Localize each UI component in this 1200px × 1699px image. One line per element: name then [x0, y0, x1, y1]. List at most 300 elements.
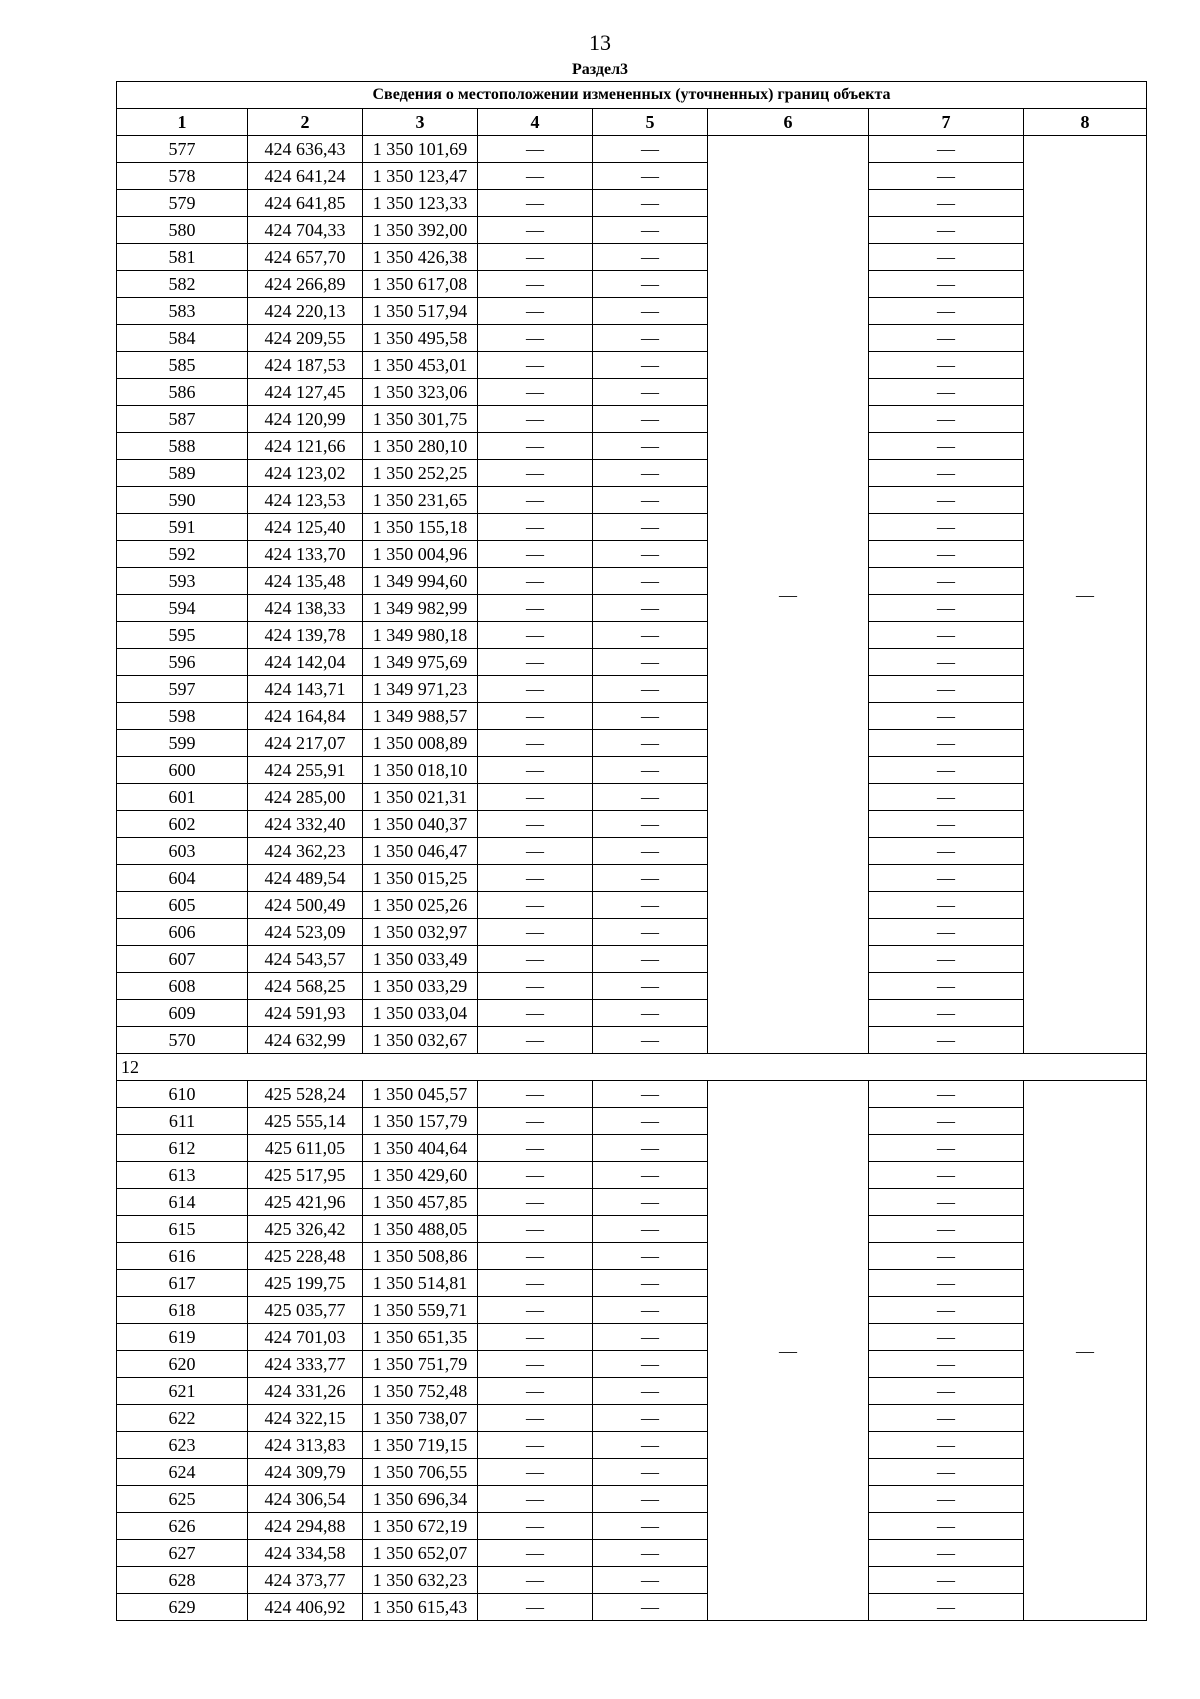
col7-cell: — [869, 1513, 1024, 1540]
y-coordinate-cell: 1 350 488,05 [363, 1216, 478, 1243]
group-label-row [117, 1054, 1147, 1081]
point-number-cell: 629 [117, 1594, 248, 1621]
col4-cell: — [478, 163, 593, 190]
y-coordinate-cell: 1 350 280,10 [363, 433, 478, 460]
col5-cell: — [593, 1135, 708, 1162]
point-number-cell: 626 [117, 1513, 248, 1540]
col5-cell: — [593, 1270, 708, 1297]
col5-cell: — [593, 1351, 708, 1378]
y-coordinate-cell: 1 349 988,57 [363, 703, 478, 730]
col7-cell: — [869, 1027, 1024, 1054]
col7-cell: — [869, 811, 1024, 838]
point-number-cell: 597 [117, 676, 248, 703]
col4-cell: — [478, 298, 593, 325]
col4-cell: — [478, 217, 593, 244]
col4-cell: — [478, 1378, 593, 1405]
table-row [117, 865, 1147, 892]
x-coordinate-cell: 424 500,49 [248, 892, 363, 919]
point-number-cell: 601 [117, 784, 248, 811]
x-coordinate-cell: 425 555,14 [248, 1108, 363, 1135]
table-row [117, 136, 1147, 163]
col5-cell: — [593, 1081, 708, 1108]
table-body [117, 136, 1147, 1621]
y-coordinate-cell: 1 350 015,25 [363, 865, 478, 892]
y-coordinate-cell: 1 350 040,37 [363, 811, 478, 838]
point-number-cell: 596 [117, 649, 248, 676]
x-coordinate-cell: 425 228,48 [248, 1243, 363, 1270]
x-coordinate-cell: 424 641,24 [248, 163, 363, 190]
col5-cell: — [593, 1486, 708, 1513]
col5-cell: — [593, 379, 708, 406]
point-number-cell: 591 [117, 514, 248, 541]
y-coordinate-cell: 1 350 323,06 [363, 379, 478, 406]
x-coordinate-cell: 424 294,88 [248, 1513, 363, 1540]
col4-cell: — [478, 1351, 593, 1378]
point-number-cell: 624 [117, 1459, 248, 1486]
y-coordinate-cell: 1 350 404,64 [363, 1135, 478, 1162]
point-number-cell: 585 [117, 352, 248, 379]
table-row [117, 1270, 1147, 1297]
col5-cell: — [593, 352, 708, 379]
table-row [117, 1027, 1147, 1054]
col7-cell: — [869, 649, 1024, 676]
point-number-cell: 611 [117, 1108, 248, 1135]
table-row [117, 1459, 1147, 1486]
point-number-cell: 619 [117, 1324, 248, 1351]
point-number-cell: 578 [117, 163, 248, 190]
x-coordinate-cell: 424 701,03 [248, 1324, 363, 1351]
x-coordinate-cell: 424 127,45 [248, 379, 363, 406]
col5-cell: — [593, 433, 708, 460]
table-row [117, 1189, 1147, 1216]
col7-cell: — [869, 136, 1024, 163]
point-number-cell: 581 [117, 244, 248, 271]
col4-cell: — [478, 433, 593, 460]
col7-cell: — [869, 1270, 1024, 1297]
col7-cell: — [869, 406, 1024, 433]
col5-cell: — [593, 1189, 708, 1216]
col7-cell: — [869, 622, 1024, 649]
y-coordinate-cell: 1 350 672,19 [363, 1513, 478, 1540]
point-number-cell: 583 [117, 298, 248, 325]
y-coordinate-cell: 1 350 651,35 [363, 1324, 478, 1351]
x-coordinate-cell: 424 332,40 [248, 811, 363, 838]
y-coordinate-cell: 1 350 157,79 [363, 1108, 478, 1135]
table-row [117, 379, 1147, 406]
x-coordinate-cell: 424 217,07 [248, 730, 363, 757]
col7-cell: — [869, 946, 1024, 973]
coordinates-table [116, 81, 1147, 1621]
x-coordinate-cell: 424 543,57 [248, 946, 363, 973]
column-header: 8 [1024, 109, 1147, 136]
col5-cell: — [593, 1567, 708, 1594]
col7-cell: — [869, 460, 1024, 487]
point-number-cell: 616 [117, 1243, 248, 1270]
col7-cell: — [869, 352, 1024, 379]
col5-cell: — [593, 892, 708, 919]
col7-cell: — [869, 1594, 1024, 1621]
point-number-cell: 608 [117, 973, 248, 1000]
point-number-cell: 623 [117, 1432, 248, 1459]
col6-merged-cell: — [708, 136, 869, 1054]
table-row [117, 973, 1147, 1000]
y-coordinate-cell: 1 350 617,08 [363, 271, 478, 298]
point-number-cell: 589 [117, 460, 248, 487]
col5-cell: — [593, 1378, 708, 1405]
col4-cell: — [478, 1189, 593, 1216]
col4-cell: — [478, 1594, 593, 1621]
point-number-cell: 577 [117, 136, 248, 163]
col7-cell: — [869, 1162, 1024, 1189]
col5-cell: — [593, 163, 708, 190]
col4-cell: — [478, 622, 593, 649]
col5-cell: — [593, 217, 708, 244]
col5-cell: — [593, 244, 708, 271]
col5-cell: — [593, 541, 708, 568]
point-number-cell: 587 [117, 406, 248, 433]
col4-cell: — [478, 1135, 593, 1162]
point-number-cell: 593 [117, 568, 248, 595]
col4-cell: — [478, 784, 593, 811]
table-row [117, 1162, 1147, 1189]
point-number-cell: 580 [117, 217, 248, 244]
y-coordinate-cell: 1 350 751,79 [363, 1351, 478, 1378]
col4-cell: — [478, 919, 593, 946]
point-number-cell: 615 [117, 1216, 248, 1243]
point-number-cell: 579 [117, 190, 248, 217]
table-row [117, 1378, 1147, 1405]
x-coordinate-cell: 424 139,78 [248, 622, 363, 649]
x-coordinate-cell: 424 568,25 [248, 973, 363, 1000]
point-number-cell: 590 [117, 487, 248, 514]
x-coordinate-cell: 424 135,48 [248, 568, 363, 595]
col5-cell: — [593, 784, 708, 811]
col7-cell: — [869, 433, 1024, 460]
col7-cell: — [869, 298, 1024, 325]
y-coordinate-cell: 1 350 696,34 [363, 1486, 478, 1513]
column-header-row [117, 109, 1147, 136]
point-number-cell: 620 [117, 1351, 248, 1378]
col7-cell: — [869, 1081, 1024, 1108]
table-row [117, 568, 1147, 595]
col5-cell: — [593, 487, 708, 514]
col7-cell: — [869, 244, 1024, 271]
col5-cell: — [593, 190, 708, 217]
col7-cell: — [869, 973, 1024, 1000]
col7-cell: — [869, 190, 1024, 217]
col4-cell: — [478, 271, 593, 298]
col5-cell: — [593, 703, 708, 730]
point-number-cell: 625 [117, 1486, 248, 1513]
table-row [117, 1405, 1147, 1432]
y-coordinate-cell: 1 349 994,60 [363, 568, 478, 595]
y-coordinate-cell: 1 350 231,65 [363, 487, 478, 514]
x-coordinate-cell: 425 199,75 [248, 1270, 363, 1297]
col5-cell: — [593, 730, 708, 757]
col5-cell: — [593, 1216, 708, 1243]
y-coordinate-cell: 1 350 004,96 [363, 541, 478, 568]
x-coordinate-cell: 425 528,24 [248, 1081, 363, 1108]
table-row [117, 703, 1147, 730]
x-coordinate-cell: 424 266,89 [248, 271, 363, 298]
table-row [117, 1135, 1147, 1162]
y-coordinate-cell: 1 350 453,01 [363, 352, 478, 379]
x-coordinate-cell: 424 255,91 [248, 757, 363, 784]
col4-cell: — [478, 541, 593, 568]
table-row [117, 1567, 1147, 1594]
point-number-cell: 600 [117, 757, 248, 784]
col7-cell: — [869, 892, 1024, 919]
x-coordinate-cell: 425 517,95 [248, 1162, 363, 1189]
x-coordinate-cell: 424 138,33 [248, 595, 363, 622]
col7-cell: — [869, 838, 1024, 865]
table-row [117, 298, 1147, 325]
x-coordinate-cell: 424 209,55 [248, 325, 363, 352]
col5-cell: — [593, 136, 708, 163]
col7-cell: — [869, 1135, 1024, 1162]
point-number-cell: 602 [117, 811, 248, 838]
y-coordinate-cell: 1 350 123,47 [363, 163, 478, 190]
x-coordinate-cell: 425 421,96 [248, 1189, 363, 1216]
table-row [117, 460, 1147, 487]
point-number-cell: 599 [117, 730, 248, 757]
y-coordinate-cell: 1 349 980,18 [363, 622, 478, 649]
y-coordinate-cell: 1 350 517,94 [363, 298, 478, 325]
table-row [117, 622, 1147, 649]
col7-cell: — [869, 1351, 1024, 1378]
x-coordinate-cell: 424 632,99 [248, 1027, 363, 1054]
col5-cell: — [593, 1297, 708, 1324]
table-row [117, 1216, 1147, 1243]
col5-cell: — [593, 298, 708, 325]
y-coordinate-cell: 1 349 982,99 [363, 595, 478, 622]
col7-cell: — [869, 676, 1024, 703]
x-coordinate-cell: 424 187,53 [248, 352, 363, 379]
y-coordinate-cell: 1 349 971,23 [363, 676, 478, 703]
col7-cell: — [869, 271, 1024, 298]
point-number-cell: 618 [117, 1297, 248, 1324]
table-row [117, 271, 1147, 298]
x-coordinate-cell: 424 133,70 [248, 541, 363, 568]
point-number-cell: 621 [117, 1378, 248, 1405]
y-coordinate-cell: 1 350 457,85 [363, 1189, 478, 1216]
col7-cell: — [869, 1297, 1024, 1324]
table-row [117, 649, 1147, 676]
col5-cell: — [593, 838, 708, 865]
point-number-cell: 622 [117, 1405, 248, 1432]
x-coordinate-cell: 424 373,77 [248, 1567, 363, 1594]
col4-cell: — [478, 325, 593, 352]
col5-cell: — [593, 1162, 708, 1189]
y-coordinate-cell: 1 350 632,23 [363, 1567, 478, 1594]
point-number-cell: 606 [117, 919, 248, 946]
col5-cell: — [593, 325, 708, 352]
col5-cell: — [593, 460, 708, 487]
col5-cell: — [593, 514, 708, 541]
y-coordinate-cell: 1 350 615,43 [363, 1594, 478, 1621]
col7-cell: — [869, 379, 1024, 406]
col5-cell: — [593, 1000, 708, 1027]
col4-cell: — [478, 649, 593, 676]
x-coordinate-cell: 424 306,54 [248, 1486, 363, 1513]
col7-cell: — [869, 514, 1024, 541]
col4-cell: — [478, 568, 593, 595]
point-number-cell: 612 [117, 1135, 248, 1162]
col4-cell: — [478, 1432, 593, 1459]
col5-cell: — [593, 622, 708, 649]
col7-cell: — [869, 1189, 1024, 1216]
table-row [117, 325, 1147, 352]
col5-cell: — [593, 568, 708, 595]
col5-cell: — [593, 919, 708, 946]
x-coordinate-cell: 424 406,92 [248, 1594, 363, 1621]
col5-cell: — [593, 946, 708, 973]
table-row [117, 676, 1147, 703]
col4-cell: — [478, 838, 593, 865]
table-row [117, 163, 1147, 190]
col4-cell: — [478, 946, 593, 973]
col4-cell: — [478, 1513, 593, 1540]
section-title: Раздел3 [571, 61, 629, 78]
y-coordinate-cell: 1 350 738,07 [363, 1405, 478, 1432]
table-row [117, 1081, 1147, 1108]
x-coordinate-cell: 425 611,05 [248, 1135, 363, 1162]
table-row [117, 919, 1147, 946]
col4-cell: — [478, 1270, 593, 1297]
col7-cell: — [869, 784, 1024, 811]
col5-cell: — [593, 1243, 708, 1270]
col7-cell: — [869, 217, 1024, 244]
col7-cell: — [869, 541, 1024, 568]
point-number-cell: 598 [117, 703, 248, 730]
page-number: 13 [589, 30, 611, 55]
col5-cell: — [593, 649, 708, 676]
table-row [117, 757, 1147, 784]
table-row [117, 730, 1147, 757]
col7-cell: — [869, 1243, 1024, 1270]
col5-cell: — [593, 1324, 708, 1351]
table-caption: Сведения о местоположении измененных (уточненных) границ объекта [117, 82, 1147, 109]
y-coordinate-cell: 1 350 033,04 [363, 1000, 478, 1027]
y-coordinate-cell: 1 350 123,33 [363, 190, 478, 217]
col5-cell: — [593, 271, 708, 298]
point-number-cell: 594 [117, 595, 248, 622]
col7-cell: — [869, 568, 1024, 595]
x-coordinate-cell: 424 123,02 [248, 460, 363, 487]
table-row [117, 1351, 1147, 1378]
col7-cell: — [869, 325, 1024, 352]
x-coordinate-cell: 424 322,15 [248, 1405, 363, 1432]
y-coordinate-cell: 1 350 426,38 [363, 244, 478, 271]
col4-cell: — [478, 1108, 593, 1135]
point-number-cell: 586 [117, 379, 248, 406]
col4-cell: — [478, 1459, 593, 1486]
table-row [117, 541, 1147, 568]
x-coordinate-cell: 424 220,13 [248, 298, 363, 325]
y-coordinate-cell: 1 350 018,10 [363, 757, 478, 784]
table-row [117, 1594, 1147, 1621]
col4-cell: — [478, 1297, 593, 1324]
x-coordinate-cell: 424 121,66 [248, 433, 363, 460]
x-coordinate-cell: 424 591,93 [248, 1000, 363, 1027]
y-coordinate-cell: 1 349 975,69 [363, 649, 478, 676]
col7-cell: — [869, 1405, 1024, 1432]
y-coordinate-cell: 1 350 706,55 [363, 1459, 478, 1486]
table-row [117, 190, 1147, 217]
column-header: 1 [117, 109, 248, 136]
point-number-cell: 609 [117, 1000, 248, 1027]
table-row [117, 487, 1147, 514]
y-coordinate-cell: 1 350 025,26 [363, 892, 478, 919]
point-number-cell: 617 [117, 1270, 248, 1297]
col4-cell: — [478, 136, 593, 163]
point-number-cell: 628 [117, 1567, 248, 1594]
y-coordinate-cell: 1 350 008,89 [363, 730, 478, 757]
x-coordinate-cell: 424 143,71 [248, 676, 363, 703]
y-coordinate-cell: 1 350 032,97 [363, 919, 478, 946]
x-coordinate-cell: 424 331,26 [248, 1378, 363, 1405]
col5-cell: — [593, 973, 708, 1000]
col8-merged-cell: — [1024, 1081, 1147, 1621]
y-coordinate-cell: 1 350 046,47 [363, 838, 478, 865]
col5-cell: — [593, 1513, 708, 1540]
x-coordinate-cell: 424 362,23 [248, 838, 363, 865]
y-coordinate-cell: 1 350 101,69 [363, 136, 478, 163]
y-coordinate-cell: 1 350 155,18 [363, 514, 478, 541]
col4-cell: — [478, 1324, 593, 1351]
table-row [117, 946, 1147, 973]
table-row [117, 892, 1147, 919]
x-coordinate-cell: 424 164,84 [248, 703, 363, 730]
col7-cell: — [869, 487, 1024, 514]
col4-cell: — [478, 352, 593, 379]
point-number-cell: 604 [117, 865, 248, 892]
col7-cell: — [869, 730, 1024, 757]
y-coordinate-cell: 1 350 033,49 [363, 946, 478, 973]
y-coordinate-cell: 1 350 719,15 [363, 1432, 478, 1459]
group-label: 12 [117, 1054, 1147, 1081]
point-number-cell: 584 [117, 325, 248, 352]
col7-cell: — [869, 1540, 1024, 1567]
col4-cell: — [478, 1486, 593, 1513]
col7-cell: — [869, 1567, 1024, 1594]
x-coordinate-cell: 424 523,09 [248, 919, 363, 946]
table-row [117, 1324, 1147, 1351]
col4-cell: — [478, 487, 593, 514]
point-number-cell: 595 [117, 622, 248, 649]
table-row [117, 838, 1147, 865]
column-header: 3 [363, 109, 478, 136]
col5-cell: — [593, 595, 708, 622]
y-coordinate-cell: 1 350 429,60 [363, 1162, 478, 1189]
col5-cell: — [593, 1432, 708, 1459]
x-coordinate-cell: 424 125,40 [248, 514, 363, 541]
x-coordinate-cell: 425 035,77 [248, 1297, 363, 1324]
col4-cell: — [478, 703, 593, 730]
column-header: 2 [248, 109, 363, 136]
x-coordinate-cell: 424 641,85 [248, 190, 363, 217]
y-coordinate-cell: 1 350 032,67 [363, 1027, 478, 1054]
y-coordinate-cell: 1 350 559,71 [363, 1297, 478, 1324]
col4-cell: — [478, 973, 593, 1000]
x-coordinate-cell: 425 326,42 [248, 1216, 363, 1243]
col7-cell: — [869, 865, 1024, 892]
table-row [117, 1540, 1147, 1567]
column-header: 4 [478, 109, 593, 136]
y-coordinate-cell: 1 350 021,31 [363, 784, 478, 811]
point-number-cell: 592 [117, 541, 248, 568]
y-coordinate-cell: 1 350 652,07 [363, 1540, 478, 1567]
